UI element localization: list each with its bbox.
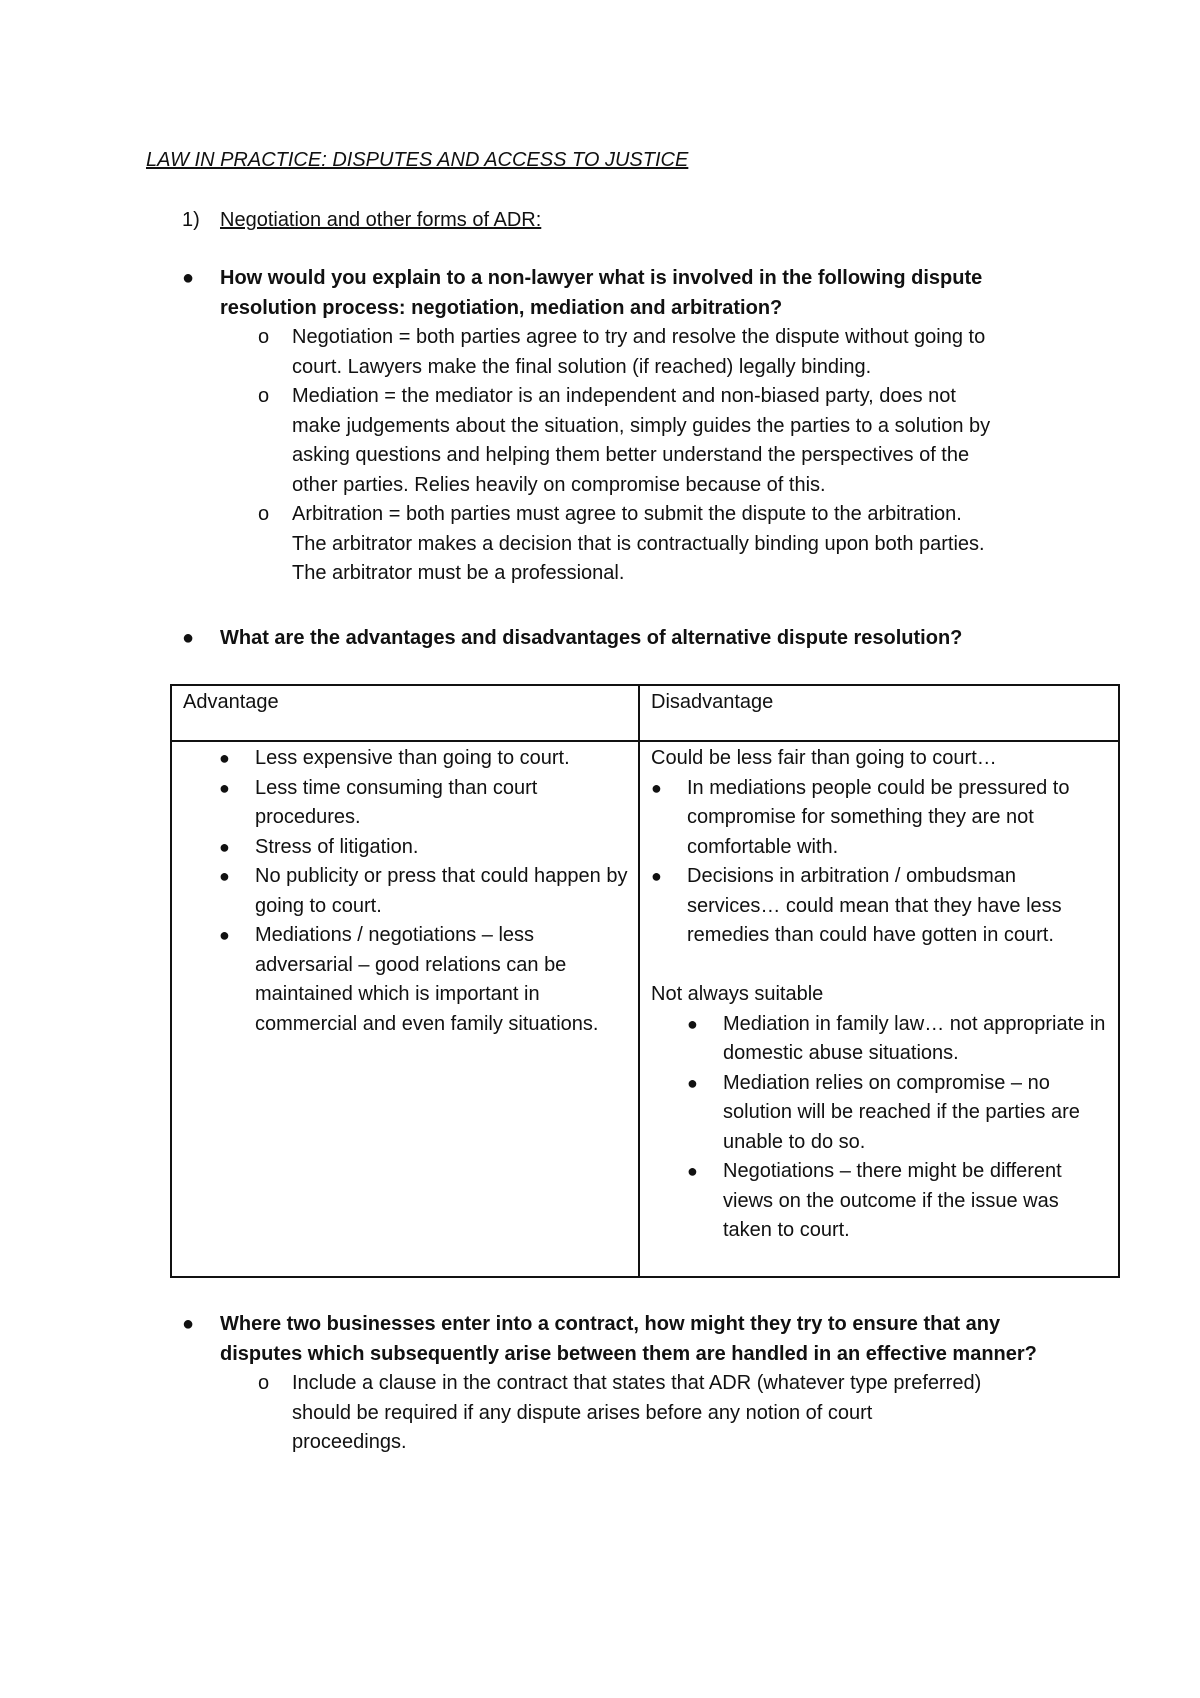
list-item <box>651 774 1108 863</box>
advantages-list <box>183 744 628 1039</box>
hollow-bullet-icon: o <box>258 385 270 407</box>
disadvantages-list-1 <box>651 774 1108 951</box>
advantages-cell <box>171 741 639 1277</box>
bullet-icon: ● <box>219 748 230 768</box>
disadvantages-list-2 <box>651 1010 1108 1246</box>
bullet-icon: ● <box>651 866 662 886</box>
header-disadvantage: Disadvantage <box>639 685 1119 741</box>
header-advantage: Advantage <box>171 685 639 741</box>
hollow-bullet-icon: o <box>258 326 270 348</box>
bullet-icon: ● <box>219 866 230 886</box>
bullet-icon: ● <box>687 1072 698 1093</box>
list-item <box>183 833 628 863</box>
answer-contract-clause <box>182 1369 992 1458</box>
table-header-row <box>171 685 1119 741</box>
hollow-bullet-icon: o <box>258 503 270 525</box>
list-item-text: Less time consuming than court procedures. <box>255 776 538 828</box>
list-item-text: Mediation in family law… not appropriate in domestic abuse situations. <box>723 1012 1106 1064</box>
section-number: 1) <box>182 209 200 231</box>
list-item <box>651 1069 1108 1158</box>
list-item <box>183 862 628 921</box>
question-1 <box>182 264 1082 323</box>
answer-text: Include a clause in the contract that states that ADR (whatever type preferred) should be required if any dispute arises before any notion of court proceedings. <box>292 1372 982 1453</box>
list-item-text: Mediations / negotiations – less adversarial – good relations can be maintained which is important in commercial and even family situations. <box>255 924 599 1035</box>
section-heading <box>182 206 541 236</box>
list-item-text: Less expensive than going to court. <box>255 747 570 769</box>
answer-arbitration <box>182 500 992 589</box>
list-item-text: Negotiations – there might be different views on the outcome if the issue was taken to court. <box>723 1160 1062 1241</box>
list-item-text: In mediations people could be pressured to compromise for something they are not comfortable with. <box>687 776 1070 858</box>
question-3-text: Where two businesses enter into a contract, how might they try to ensure that any disputes which subsequently arise between them are handled in an effective manner? <box>220 1313 1037 1365</box>
bullet-icon: ● <box>219 777 230 798</box>
bullet-icon: ● <box>219 836 230 857</box>
question-3 <box>182 1310 1082 1369</box>
question-block-2 <box>182 624 1082 654</box>
list-item-text: Stress of litigation. <box>255 835 419 858</box>
disadvantage-group-title: Not always suitable <box>651 983 824 1005</box>
list-item <box>651 1157 1108 1246</box>
list-item <box>183 774 628 833</box>
table-row <box>171 741 1119 1277</box>
question-block-1 <box>182 264 1082 589</box>
question-1-answers <box>182 323 1082 589</box>
list-item <box>183 921 628 1039</box>
question-2-text: What are the advantages and disadvantages of alternative dispute resolution? <box>220 627 963 649</box>
spacer <box>651 951 1108 981</box>
bullet-icon: ● <box>651 777 662 798</box>
question-2 <box>182 624 1082 654</box>
bullet-icon: ● <box>687 1161 698 1181</box>
answer-negotiation <box>182 323 992 382</box>
disadvantages-cell <box>639 741 1119 1277</box>
list-item-text: Mediation relies on compromise – no solution will be reached if the parties are unable to do so. <box>723 1071 1080 1153</box>
answer-text: Mediation = the mediator is an independent and non-biased party, does not make judgements about the situation, simply guides the parties to a solution by asking questions and helping them better understand the perspectives of the other parties. Relies heavily on compromise because of this. <box>292 385 991 496</box>
list-item <box>183 744 628 774</box>
bullet-icon: ● <box>687 1013 698 1034</box>
list-item <box>651 1010 1108 1069</box>
list-item-text: Decisions in arbitration / ombudsman services… could mean that they have less remedies than could have gotten in court. <box>687 865 1062 946</box>
disadvantage-group-title: Could be less fair than going to court… <box>651 747 997 769</box>
bullet-icon: ● <box>182 1313 195 1335</box>
list-item <box>651 862 1108 951</box>
bullet-icon: ● <box>219 925 230 945</box>
question-1-text: How would you explain to a non-lawyer what is involved in the following dispute resolution process: negotiation, mediation and arbitration? <box>220 267 983 319</box>
bullet-icon: ● <box>182 627 195 649</box>
hollow-bullet-icon: o <box>258 1372 270 1394</box>
answer-mediation <box>182 382 992 500</box>
section-title: Negotiation and other forms of ADR: <box>220 209 542 231</box>
list-item-text: No publicity or press that could happen by going to court. <box>255 865 628 917</box>
answer-text: Arbitration = both parties must agree to submit the dispute to the arbitration. The arbitrator makes a decision that is contractually binding upon both parties. The arbitrator must be a professional. <box>292 503 985 584</box>
adr-comparison-table <box>170 684 1120 1278</box>
question-3-answers <box>182 1369 1082 1458</box>
answer-text: Negotiation = both parties agree to try and resolve the dispute without going to court. Lawyers make the final solution (if reached) legally binding. <box>292 326 986 378</box>
bullet-icon: ● <box>182 267 195 289</box>
document-title: LAW IN PRACTICE: DISPUTES AND ACCESS TO JUSTICE <box>146 149 689 171</box>
question-block-3 <box>182 1310 1082 1458</box>
